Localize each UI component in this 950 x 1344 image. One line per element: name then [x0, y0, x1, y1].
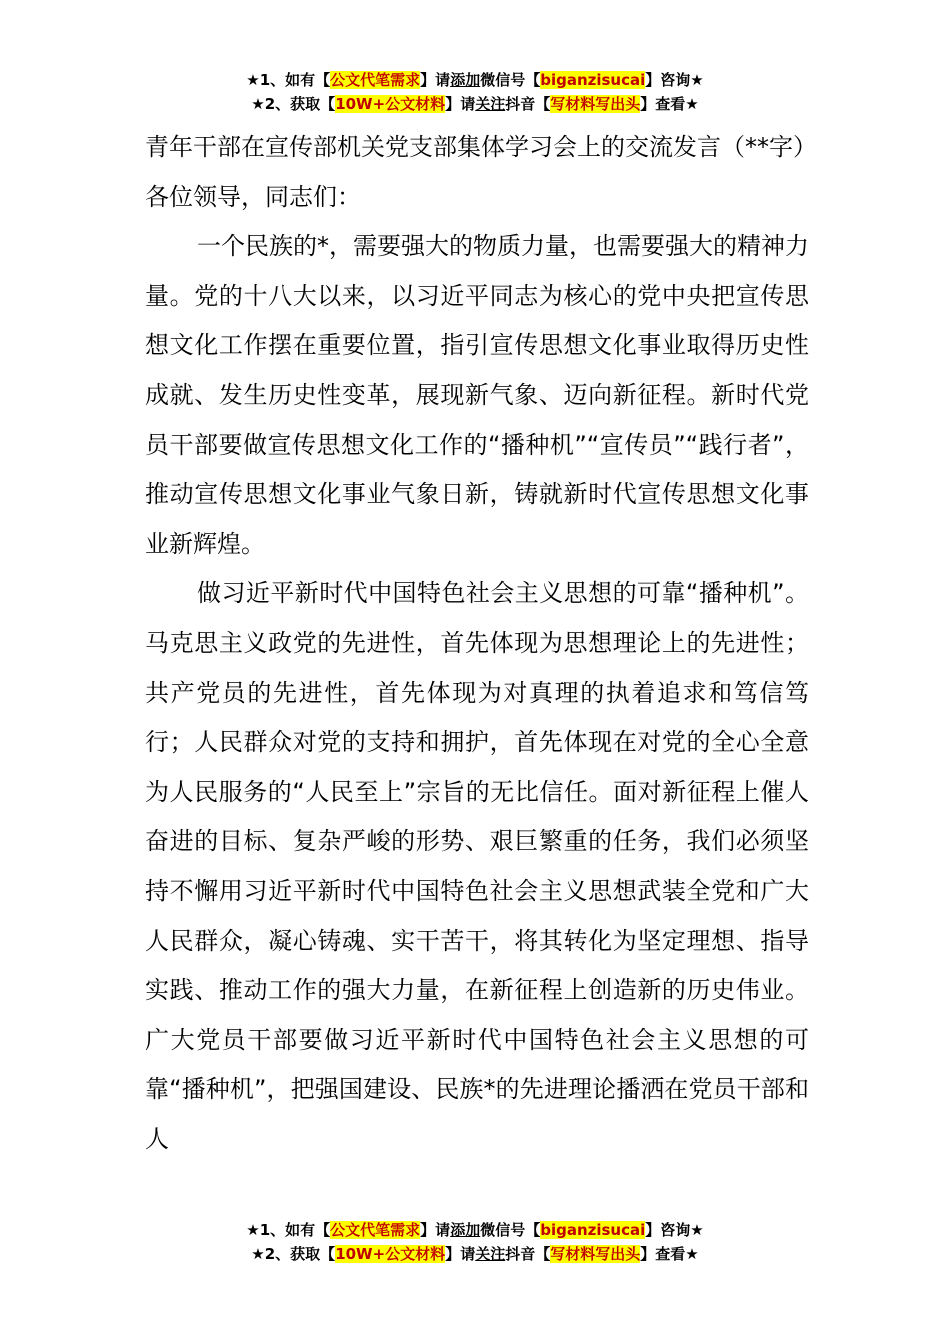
top-banner	[0, 68, 950, 116]
banner-text: 】请	[445, 95, 476, 113]
banner-underlined: 关注	[475, 95, 506, 113]
banner-underlined: 添加	[450, 1221, 481, 1239]
banner-text: 抖音【	[505, 1245, 551, 1263]
banner-text: 】咨询★	[645, 71, 704, 89]
banner-text: 】请	[420, 1221, 451, 1239]
document-title: 青年干部在宣传部机关党支部集体学习会上的交流发言（**字）	[145, 133, 817, 161]
banner-line-1	[0, 68, 950, 92]
banner-underlined: 添加	[450, 71, 481, 89]
banner-text: ★1、如有【	[246, 1221, 331, 1239]
bottom-banner	[0, 1218, 950, 1266]
banner-text: 】咨询★	[645, 1221, 704, 1239]
banner-highlight-douyin: 写材料写出头	[550, 1245, 641, 1263]
banner-line-1	[0, 1218, 950, 1242]
banner-text: ★2、获取【	[251, 95, 336, 113]
banner-highlight: 10W+公文材料	[335, 1245, 446, 1263]
banner-text: 】查看★	[640, 95, 699, 113]
banner-line-2	[0, 92, 950, 116]
banner-text: ★1、如有【	[246, 71, 331, 89]
banner-underlined: 关注	[475, 1245, 506, 1263]
banner-text: 】请	[445, 1245, 476, 1263]
banner-text: 抖音【	[505, 95, 551, 113]
banner-line-2	[0, 1242, 950, 1266]
banner-highlight-wechat: biganzisucai	[540, 1221, 646, 1239]
paragraph-2: 做习近平新时代中国特色社会主义思想的可靠“播种机”。马克思主义政党的先进性，首先体现为思想理论上的先进性；共产党员的先进性，首先体现为对真理的执着追求和笃信笃行；人民群众对党的支持和拥护，首先体现在对党的全心全意为人民服务的“人民至上”宗旨的无比信任。面对新征程上催人奋进的目标、复杂严峻的形势、艰巨繁重的任务，我们必须坚持不懈用习近平新时代中国特色社会主义思想武装全党和广大人民群众，凝心铸魂、实干苦干，将其转化为坚定理想、指导实践、推动工作的强大力量，在新征程上创造新的历史伟业。广大党员干部要做习近平新时代中国特色社会主义思想的可靠“播种机”，把强国建设、民族*的先进理论播洒在党员干部和人	[145, 579, 809, 1153]
banner-text: 微信号【	[480, 71, 541, 89]
salutation: 各位领导，同志们：	[145, 182, 361, 211]
banner-text: 】请	[420, 71, 451, 89]
banner-highlight: 10W+公文材料	[335, 95, 446, 113]
document-body	[145, 123, 817, 1164]
banner-highlight-douyin: 写材料写出头	[550, 95, 641, 113]
banner-text: ★2、获取【	[251, 1245, 336, 1263]
paragraph-1: 一个民族的*，需要强大的物质力量，也需要强大的精神力量。党的十八大以来，以习近平同志为核心的党中央把宣传思想文化工作摆在重要位置，指引宣传思想文化事业取得历史性成就、发生历史性变革，展现新气象、迈向新征程。新时代党员干部要做宣传思想文化工作的“播种机”“宣传员”“践行者”，推动宣传思想文化事业气象日新，铸就新时代宣传思想文化事业新辉煌。	[145, 232, 809, 558]
banner-text: 微信号【	[480, 1221, 541, 1239]
banner-highlight: 公文代笔需求	[330, 1221, 421, 1239]
banner-text: 】查看★	[640, 1245, 699, 1263]
banner-highlight: 公文代笔需求	[330, 71, 421, 89]
banner-highlight-wechat: biganzisucai	[540, 71, 646, 89]
